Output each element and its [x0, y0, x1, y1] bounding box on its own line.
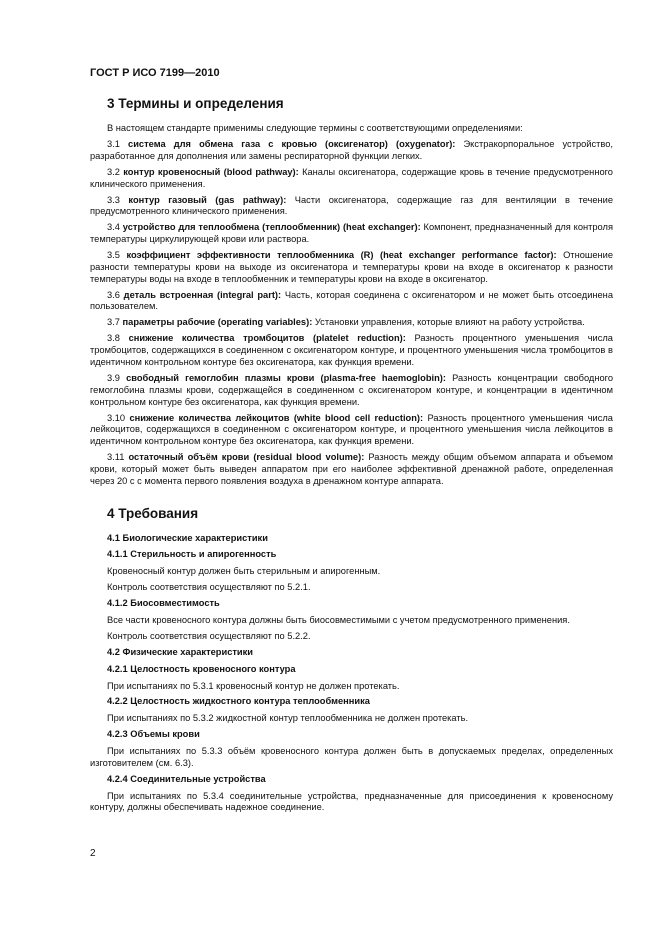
- term-number: 3.11: [107, 452, 125, 463]
- subsection-4-2-2-title: 4.2.2 Целостность жидкостного контура теплообменника: [107, 696, 370, 707]
- term-definition: [90, 139, 613, 163]
- paragraph-4-2-3: При испытаниях по 5.3.3 объём кровеносного контура должен быть в допускаемых пределах, определенных изготовителем (см. 6.3).: [90, 746, 613, 768]
- term-definition: [90, 373, 613, 408]
- term-definition: [90, 167, 613, 191]
- subsection-4-1-2-title: 4.1.2 Биосовместимость: [107, 598, 220, 609]
- term-text: Разность процентного уменьшения числа лейкоцитов, содержащихся в соединенном с оксигенатором контуре, и процентного уменьшения числа лейкоцитов в идентичном контрольном контуре без оксигенатора, как функция времени.: [90, 412, 613, 447]
- paragraph-4-1-1-a: Кровеносный контур должен быть стерильным и апирогенным.: [107, 566, 381, 577]
- term-number: 3.10: [107, 412, 126, 423]
- subsection-4-2-4-title: 4.2.4 Соединительные устройства: [107, 773, 266, 784]
- term-text: Разность концентрации свободного гемоглобина плазмы крови, содержащейся в соединенном с оксигенатором контуре, и концентрации в идентичном контрольном контуре без оксигенатора, как функция времени.: [90, 373, 613, 407]
- term-definition: [90, 452, 613, 487]
- page-number: 2: [90, 848, 96, 859]
- term-number: 3.4: [107, 222, 120, 233]
- term-number: 3.7: [107, 317, 120, 328]
- term-text: Разность между общим объемом аппарата и объемом крови, который может быть выведен аппаратом при его наиболее эффективной дренажной работе, определенная через 20 с с момента первого появления воздуха в дренажном контуре аппарата.: [90, 452, 613, 486]
- term-number: 3.9: [107, 373, 120, 384]
- term-definition: [90, 222, 613, 246]
- document-id: ГОСТ Р ИСО 7199—2010: [90, 67, 220, 79]
- paragraph-4-2-4: При испытаниях по 5.3.4 соединительные устройства, предназначенные для присоединения к кровеносному контуру, должны обеспечивать надежное соединение.: [90, 790, 613, 813]
- term-name: устройство для теплообмена (теплообменник) (heat exchanger):: [122, 222, 421, 233]
- section-3-title: 3 Термины и определения: [107, 96, 284, 111]
- term-definition: [90, 250, 613, 285]
- subsection-4-1-1-title: 4.1.1 Стерильность и апирогенность: [107, 549, 277, 560]
- term-text: Отношение разности температуры крови на выходе из оксигенатора и температуры крови на входе в оксигенатор к разности температуры воды на входе в теплообменник и температуры крови на входе в оксигенатор.: [90, 250, 613, 284]
- term-text: Компонент, предназначенный для контроля температуры циркулирующей крови или раствора.: [90, 222, 613, 245]
- paragraph-4-1-2-b: Контроль соответствия осуществляют по 5.2.2.: [107, 630, 311, 641]
- terms-list: [90, 139, 613, 488]
- paragraph-4-2-2: При испытаниях по 5.3.2 жидкостной контур теплообменника не должен протекать.: [107, 713, 469, 724]
- term-name: снижение количества лейкоцитов (white blood cell reduction):: [129, 412, 424, 423]
- term-number: 3.2: [107, 166, 120, 177]
- term-definition: [90, 317, 613, 329]
- term-text: Каналы оксигенатора, содержащие кровь в течение предусмотренного клинического применения.: [90, 166, 613, 189]
- term-name: свободный гемоглобин плазмы крови (plasma-free haemoglobin):: [126, 373, 446, 384]
- term-definition: [90, 290, 613, 314]
- term-number: 3.3: [107, 194, 120, 205]
- subsection-4-2-1-title: 4.2.1 Целостность кровеносного контура: [107, 663, 296, 674]
- term-text: Часть, которая соединена с оксигенатором и не может быть отсоединена пользователем.: [90, 289, 613, 312]
- paragraph-4-1-1-b: Контроль соответствия осуществляют по 5.2.1.: [107, 582, 311, 593]
- subsection-4-1-title: 4.1 Биологические характеристики: [107, 532, 268, 543]
- section-4-title: 4 Требования: [107, 505, 199, 521]
- page-content: [90, 96, 613, 818]
- term-text: Экстракорпоральное устройство, разработанное для дополнения или замены респираторной функции легких.: [90, 138, 613, 161]
- paragraph-4-2-1: При испытаниях по 5.3.1 кровеносный контур не должен протекать.: [107, 680, 400, 691]
- term-name: контур кровеносный (blood pathway):: [123, 166, 299, 177]
- term-number: 3.8: [107, 333, 120, 344]
- term-number: 3.5: [107, 250, 120, 261]
- term-name: контур газовый (gas pathway):: [128, 194, 287, 205]
- term-name: система для обмена газа с кровью (оксигенатор) (oxygenator):: [128, 138, 456, 149]
- term-number: 3.6: [107, 289, 120, 300]
- term-text: Установки управления, которые влияют на работу устройства.: [314, 317, 585, 328]
- subsection-4-2-3-title: 4.2.3 Объемы крови: [107, 729, 200, 740]
- term-text: Разность процентного уменьшения числа тромбоцитов, содержащихся в соединенном с оксигенатором контуре, и процентного уменьшения числа тромбоцитов в идентичном контрольном контуре без оксигенатора, как функция времени.: [90, 333, 613, 368]
- term-definition: [90, 413, 613, 448]
- term-name: остаточный объём крови (residual blood volume):: [128, 452, 365, 463]
- term-number: 3.1: [107, 138, 120, 149]
- paragraph-4-1-2-a: Все части кровеносного контура должны быть биосовместимыми с учетом предусмотренного применения.: [107, 614, 570, 625]
- term-definition: [90, 333, 613, 368]
- section-3-intro: В настоящем стандарте применимы следующие термины с соответствующими определениями:: [107, 123, 523, 133]
- subsection-4-2-title: 4.2 Физические характеристики: [107, 646, 253, 657]
- term-name: деталь встроенная (integral part):: [123, 289, 282, 300]
- term-text: Части оксигенатора, содержащие газ для вентиляции в течение предусмотренного клинического применения.: [90, 194, 613, 217]
- term-name: параметры рабочие (operating variables):: [122, 317, 313, 328]
- term-name: коэффициент эффективности теплообменника (R) (heat exchanger performance factor):: [126, 250, 557, 261]
- term-name: снижение количества тромбоцитов (platelet reduction):: [128, 333, 406, 344]
- term-definition: [90, 195, 613, 219]
